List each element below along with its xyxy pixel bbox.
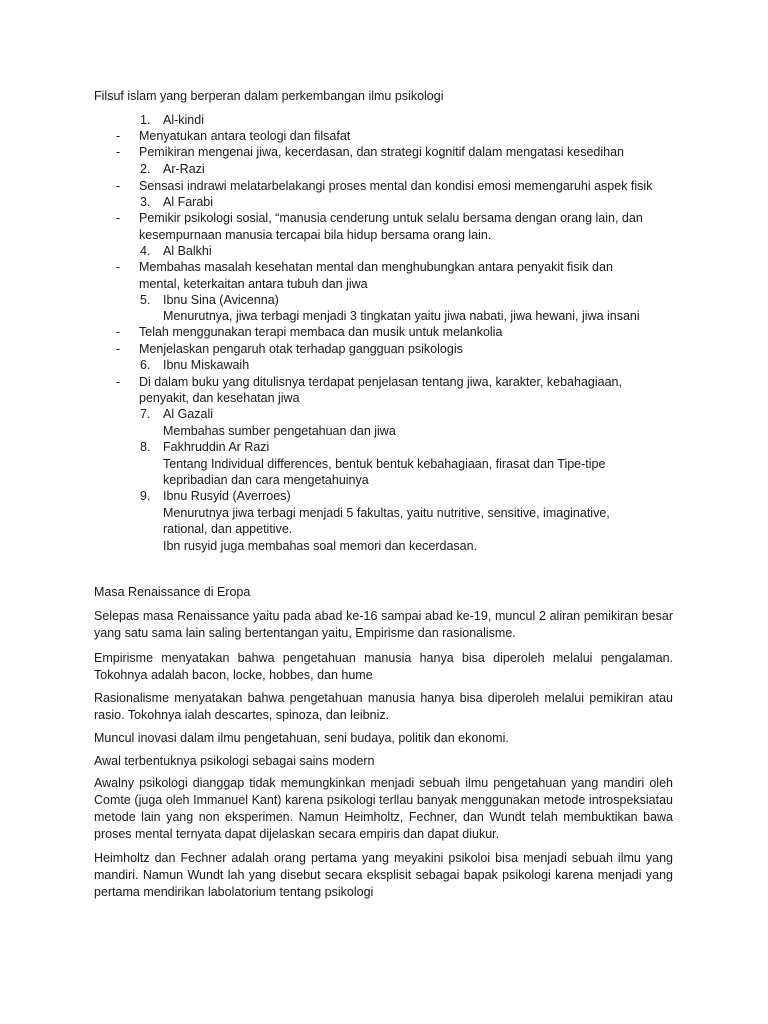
paragraph: Muncul inovasi dalam ilmu pengetahuan, seni budaya, politik dan ekonomi. <box>94 731 509 745</box>
paragraph: Empirisme menyatakan bahwa pengetahuan manusia hanya bisa diperoleh melalui pengalaman. Tokohnya adalah bacon, locke, hobbes, dan hume <box>94 651 673 682</box>
dash-bullet: - <box>116 260 121 274</box>
list-item-name: Al Farabi <box>163 195 214 209</box>
list-number: 5. <box>140 293 151 307</box>
dash-bullet: - <box>116 129 121 143</box>
list-number: 3. <box>140 195 151 209</box>
sub-text: Tentang Individual differences, bentuk bentuk kebahagiaan, firasat dan Tipe-tipe <box>163 457 606 471</box>
list-number: 1. <box>140 113 151 127</box>
sub-text: Menurutnya, jiwa terbagi menjadi 3 tingkatan yaitu jiwa nabati, jiwa hewani, jiwa insani <box>163 309 640 323</box>
sub-text: Membahas sumber pengetahuan dan jiwa <box>163 424 396 438</box>
list-number: 2. <box>140 162 151 176</box>
heading-awal-psikologi: Awal terbentuknya psikologi sebagai sains modern <box>94 754 375 768</box>
dash-item: Menjelaskan pengaruh otak terhadap gangguan psikologis <box>139 342 463 356</box>
list-item-name: Ar-Razi <box>163 162 205 176</box>
paragraph: Heimholtz dan Fechner adalah orang pertama yang meyakini psikoloi bisa menjadi sebuah ilmu yang mandiri. Namun Wundt lah yang disebut secara eksplisit sebagai bapak psikologi karena menjadi yang pertama mendirikan labolatorium tentang psikologi <box>94 851 673 899</box>
list-item-name: Ibnu Rusyid (Averroes) <box>163 489 291 503</box>
paragraph: Selepas masa Renaissance yaitu pada abad ke-16 sampai abad ke-19, muncul 2 aliran pemikiran besar yang satu sama lain saling bertentangan yaitu, Empirisme dan rasionalisme. <box>94 609 673 640</box>
dash-bullet: - <box>116 179 121 193</box>
sub-text: rational, dan appetitive. <box>163 522 293 536</box>
list-item-name: Al Gazali <box>163 407 214 421</box>
dash-item: Pemikiran mengenai jiwa, kecerdasan, dan strategi kognitif dalam mengatasi kesedihan <box>139 145 624 159</box>
list-item-name: Al-kindi <box>163 113 204 127</box>
dash-bullet: - <box>116 375 121 389</box>
dash-bullet: - <box>116 145 121 159</box>
list-item-name: Ibnu Sina (Avicenna) <box>163 293 279 307</box>
list-number: 9. <box>140 489 151 503</box>
list-item-name: Fakhruddin Ar Razi <box>163 440 270 454</box>
heading-masa-renaissance: Masa Renaissance di Eropa <box>94 585 251 599</box>
dash-item: Di dalam buku yang ditulisnya terdapat penjelasan tentang jiwa, karakter, kebahagiaan, <box>139 375 622 389</box>
sub-text: kepribadian dan cara mengetahuinya <box>163 473 369 487</box>
list-number: 6. <box>140 358 151 372</box>
paragraph: Awalny psikologi dianggap tidak memungkinkan menjadi sebuah ilmu pengetahuan yang mandiri oleh Comte (juga oleh Immanuel Kant) karena psikologi terllau banyak menggunakan metode introspeksiatau metode lain yang non eksperimen. Namun Heimholtz, Fechner, dan Wundt telah membuktikan bawa proses mental ternyata dapat dijelaskan secara empiris dan dapat diukur. <box>94 776 673 841</box>
list-number: 8. <box>140 440 151 454</box>
list-item-name: Al Balkhi <box>163 244 212 258</box>
dash-bullet: - <box>116 325 121 339</box>
dash-item-continued: penyakit, dan kesehatan jiwa <box>139 391 300 405</box>
dash-item: Telah menggunakan terapi membaca dan musik untuk melankolia <box>139 325 503 339</box>
dash-item: Sensasi indrawi melatarbelakangi proses mental dan kondisi emosi memengaruhi aspek fisik <box>139 179 653 193</box>
dash-bullet: - <box>116 342 121 356</box>
dash-item: Menyatukan antara teologi dan filsafat <box>139 129 351 143</box>
list-item-name: Ibnu Miskawaih <box>163 358 250 372</box>
sub-text: Menurutnya jiwa terbagi menjadi 5 fakultas, yaitu nutritive, sensitive, imaginative, <box>163 506 610 520</box>
list-number: 7. <box>140 407 151 421</box>
dash-item-continued: mental, keterkaitan antara tubuh dan jiwa <box>139 277 368 291</box>
dash-item-continued: kesempurnaan manusia tercapai bila hidup bersama orang lain. <box>139 228 492 242</box>
dash-bullet: - <box>116 211 121 225</box>
sub-text: Ibn rusyid juga membahas soal memori dan kecerdasan. <box>163 539 478 553</box>
paragraph: Rasionalisme menyatakan bahwa pengetahuan manusia hanya bisa diperoleh melalui pemikiran atau rasio. Tokohnya ialah descartes, spinoza, dan leibniz. <box>94 691 673 722</box>
heading-filsuf-islam: Filsuf islam yang berperan dalam perkembangan ilmu psikologi <box>94 89 444 103</box>
dash-item: Membahas masalah kesehatan mental dan menghubungkan antara penyakit fisik dan <box>139 260 613 274</box>
dash-item: Pemikir psikologi sosial, “manusia cenderung untuk selalu bersama dengan orang lain, dan <box>139 211 643 225</box>
list-number: 4. <box>140 244 151 258</box>
